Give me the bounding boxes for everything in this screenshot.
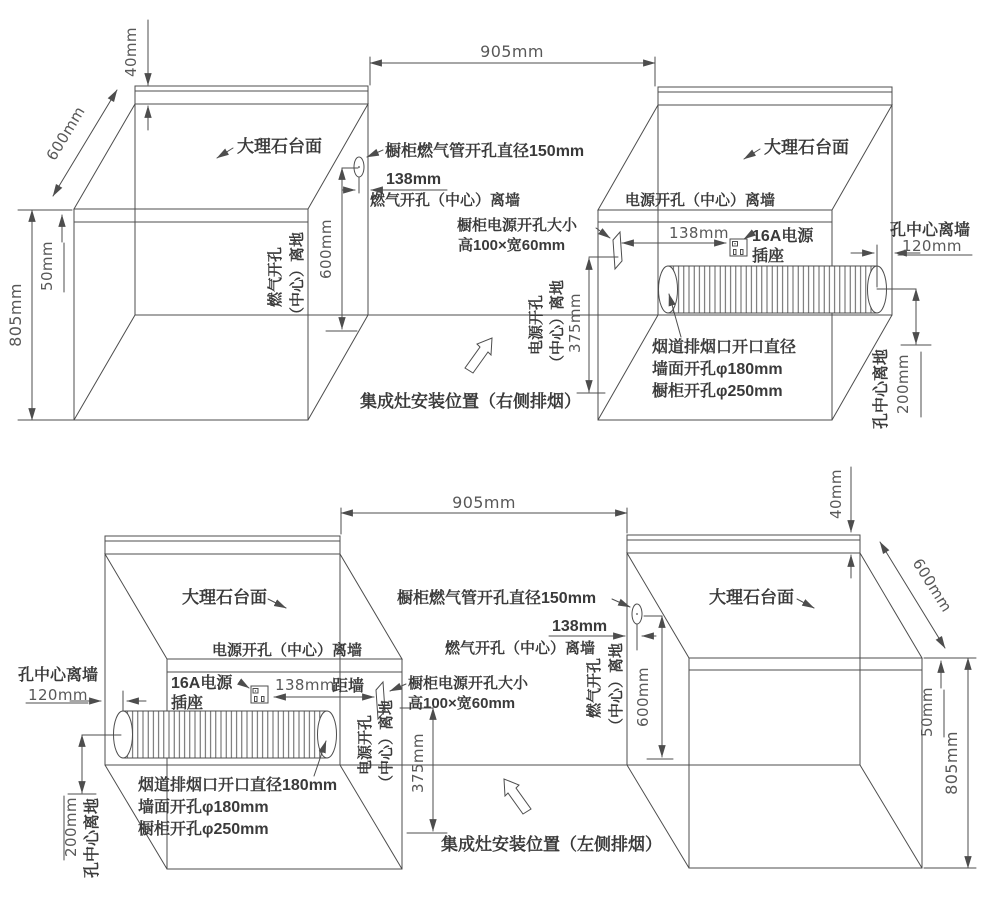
bottom-flue-note-l2: 墙面开孔φ180mm xyxy=(138,799,269,816)
bottom-gas-height-dim-label: 600mm xyxy=(634,667,652,727)
bottom-dim-600-depth-label: 600mm xyxy=(908,555,956,616)
top-gas-pipe-note: 橱柜燃气管开孔直径150mm xyxy=(385,143,585,160)
bottom-dim-905-label: 905mm xyxy=(452,493,516,512)
bottom-flue-note-l1: 烟道排烟口开口直径180mm xyxy=(138,777,338,794)
top-flue-height-label: 孔中心离地 xyxy=(873,348,890,430)
top-dim-40-label: 40mm xyxy=(122,27,140,77)
top-socket-l2: 插座 xyxy=(752,248,785,265)
bottom-flue-height-dim-label: 200mm xyxy=(62,797,80,857)
top-flue-height-dim-label: 200mm xyxy=(894,354,912,414)
bottom-dim-50-label: 50mm xyxy=(918,687,936,737)
bottom-socket-l1: 16A电源 xyxy=(171,675,233,692)
top-flue-note-l3: 橱柜开孔φ250mm xyxy=(652,383,783,400)
bottom-flue-height-label: 孔中心离地 xyxy=(84,797,101,879)
top-dim-905-label: 905mm xyxy=(480,42,544,61)
top-power-size-l2: 高100×宽60mm xyxy=(458,237,566,254)
top-gas-height-l1: 燃气开孔 xyxy=(267,246,284,308)
bottom-gas-height-l1: 燃气开孔 xyxy=(586,657,603,719)
bottom-marble-right-label: 大理石台面 xyxy=(709,588,794,607)
top-flue-note-l2: 墙面开孔φ180mm xyxy=(652,361,783,378)
top-dim-805-label: 805mm xyxy=(6,283,25,347)
top-dim-600-depth-label: 600mm xyxy=(42,103,89,164)
bottom-socket-offset: 138mm xyxy=(275,676,335,694)
bottom-socket-l2: 插座 xyxy=(171,695,204,712)
bottom-caption: 集成灶安装位置（左侧排烟） xyxy=(441,835,662,854)
top-flue-note-l1: 烟道排烟口开口直径 xyxy=(652,339,797,356)
bottom-power-height-l2: （中心）离地 xyxy=(378,699,395,791)
bottom-marble-left-label: 大理石台面 xyxy=(182,588,267,607)
bottom-dim-40-label: 40mm xyxy=(827,469,845,519)
top-power-size-l1: 橱柜电源开孔大小 xyxy=(457,217,578,234)
top-power-height-l2: （中心）离地 xyxy=(549,279,566,371)
top-gas-height-l2: （中心）离地 xyxy=(289,231,306,323)
bottom-power-height-l1: 电源开孔 xyxy=(357,714,374,776)
bottom-gas-offset: 138mm xyxy=(552,618,608,635)
top-marble-left-label: 大理石台面 xyxy=(237,137,322,156)
bottom-power-size-l2: 高100×宽60mm xyxy=(408,695,516,712)
bottom-flue-offset-label: 孔中心离墙 xyxy=(18,667,99,684)
top-caption: 集成灶安装位置（右侧排烟） xyxy=(360,392,581,411)
bottom-power-offset-label: 电源开孔（中心）离墙 xyxy=(212,642,363,659)
top-power-offset-label: 电源开孔（中心）离墙 xyxy=(625,192,776,209)
bottom-flue-note-l3: 橱柜开孔φ250mm xyxy=(138,821,269,838)
top-socket-offset: 138mm xyxy=(669,224,729,242)
bottom-dim-805-label: 805mm xyxy=(942,731,961,795)
top-socket-l1: 16A电源 xyxy=(752,228,814,245)
top-power-height-dim-label: 375mm xyxy=(566,293,584,353)
top-power-height-l1: 电源开孔 xyxy=(528,294,545,356)
top-dim-50-label: 50mm xyxy=(38,241,56,291)
top-gas-offset: 138mm xyxy=(386,171,442,188)
bottom-flue-offset-dim-label: 120mm xyxy=(28,686,88,704)
bottom-gas-pipe-note: 橱柜燃气管开孔直径150mm xyxy=(397,590,597,607)
bottom-gas-offset-label: 燃气开孔（中心）离墙 xyxy=(445,640,596,657)
top-gas-offset-label: 燃气开孔（中心）离墙 xyxy=(370,192,521,209)
top-marble-right-label: 大理石台面 xyxy=(764,138,849,157)
top-flue-offset-label: 孔中心离墙 xyxy=(890,222,971,239)
bottom-power-height-dim-label: 375mm xyxy=(409,733,427,793)
top-gas-height-dim-label: 600mm xyxy=(317,219,335,279)
bottom-power-size-l1: 橱柜电源开孔大小 xyxy=(408,675,529,692)
bottom-gas-height-l2: （中心）离地 xyxy=(608,642,625,734)
bottom-socket-offset-suffix: 距墙 xyxy=(332,678,365,695)
top-flue-offset-dim-label: 120mm xyxy=(902,237,962,255)
